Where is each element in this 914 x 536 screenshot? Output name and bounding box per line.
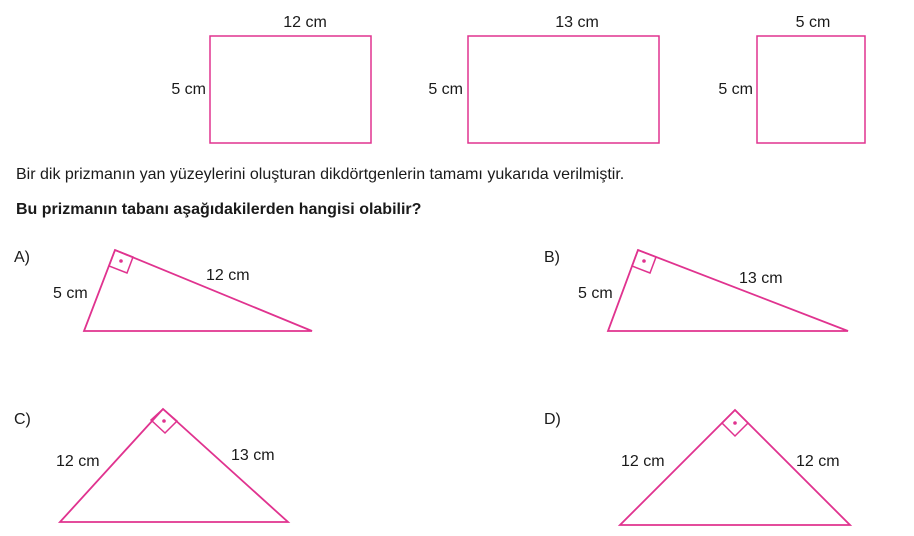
right-angle-dot-d (733, 421, 737, 425)
option-b-letter: B) (544, 249, 560, 266)
option-b-side1: 5 cm (578, 285, 613, 302)
option-d (544, 410, 850, 525)
question-text: Bir dik prizmanın yan yüzeylerini oluşturan dikdörtgenlerin tamamı yukarıda verilmiştir. (16, 166, 625, 183)
rectangle-1 (171, 14, 371, 143)
triangle-a (84, 250, 312, 331)
option-b-side2: 13 cm (739, 270, 783, 287)
option-a-side2: 12 cm (206, 267, 250, 284)
rect-3-side-label: 5 cm (718, 81, 753, 98)
option-d-side2: 12 cm (796, 453, 840, 470)
option-a-side1: 5 cm (53, 285, 88, 302)
right-angle-dot-b (642, 259, 646, 263)
option-c-side2: 13 cm (231, 447, 275, 464)
option-c-letter: C) (14, 411, 31, 428)
option-c-side1: 12 cm (56, 453, 100, 470)
rectangle-3 (718, 14, 865, 143)
rect-3-top-label: 5 cm (795, 14, 831, 31)
rectangle-2 (428, 14, 659, 143)
right-angle-dot-c (162, 419, 166, 423)
option-c (14, 409, 288, 522)
rect-2-top-label: 13 cm (555, 14, 599, 31)
option-d-side1: 12 cm (621, 453, 665, 470)
option-d-letter: D) (544, 411, 561, 428)
right-angle-dot-a (119, 259, 123, 263)
question-prompt: Bu prizmanın tabanı aşağıdakilerden hangisi olabilir? (16, 201, 422, 218)
option-a-letter: A) (14, 249, 30, 266)
option-b (544, 249, 848, 331)
rect-2-side-label: 5 cm (428, 81, 463, 98)
rect-1-side-label: 5 cm (171, 81, 206, 98)
option-a (14, 249, 312, 331)
rect-1-top-label: 12 cm (283, 14, 327, 31)
